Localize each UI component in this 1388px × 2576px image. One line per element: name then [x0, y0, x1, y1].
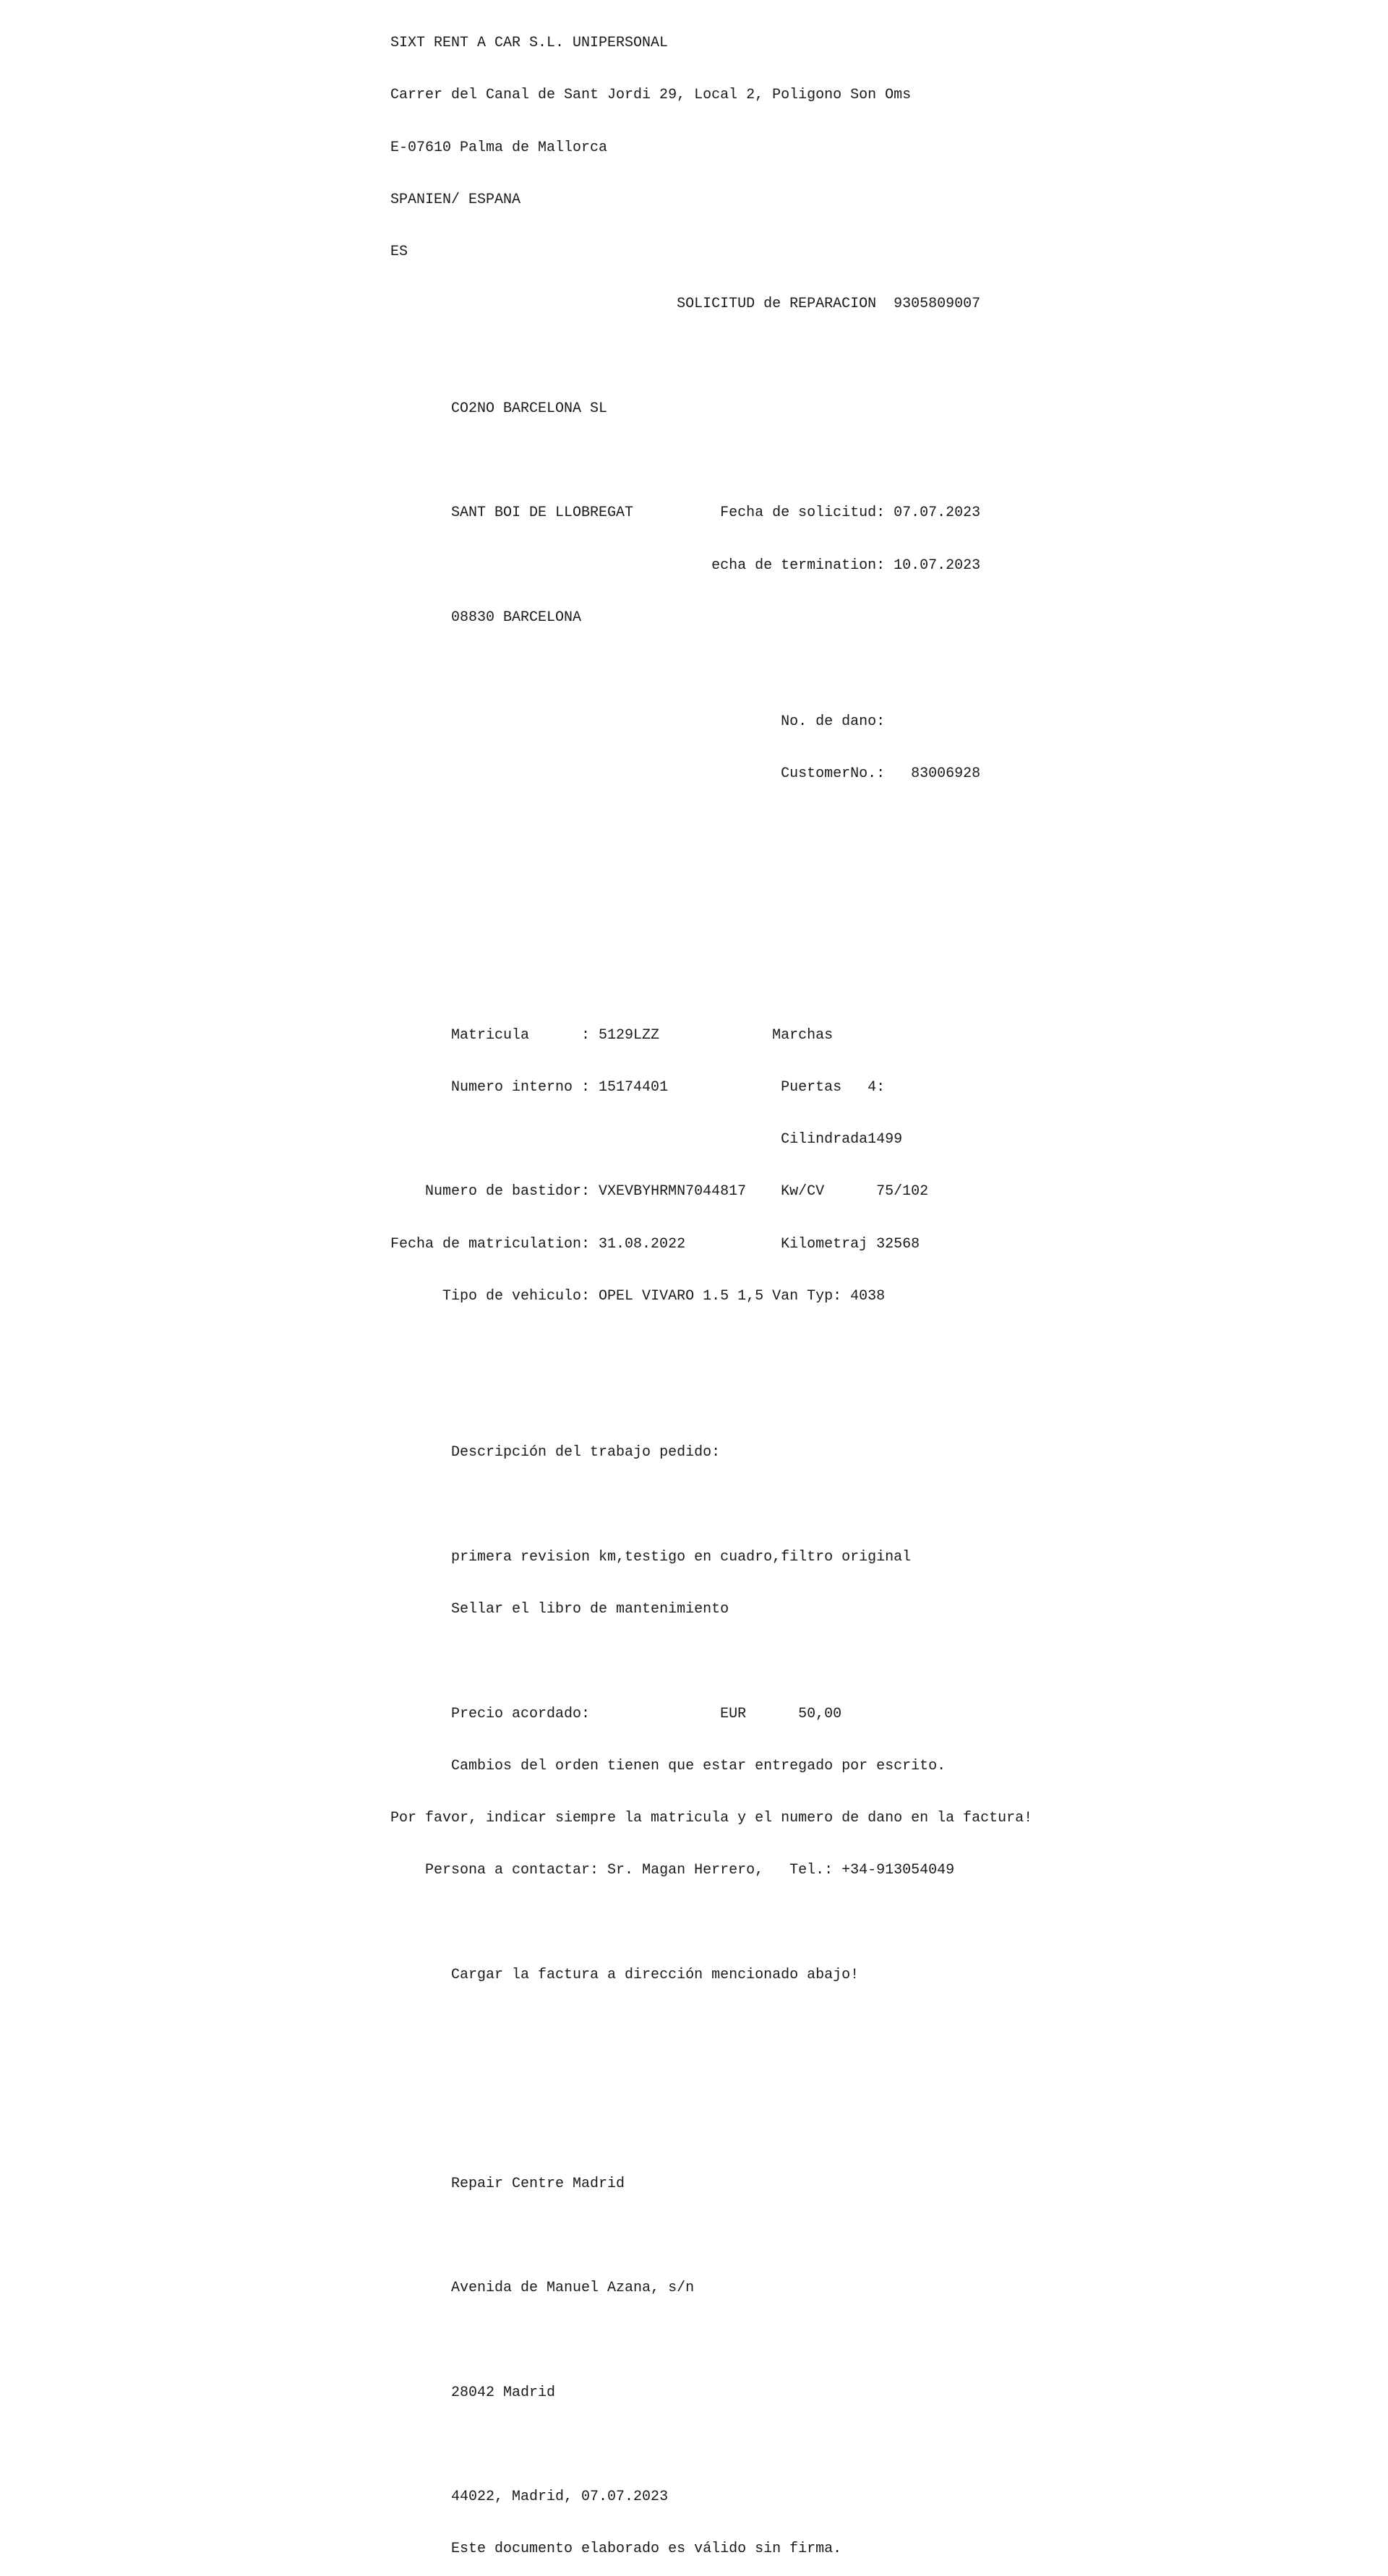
displacement-line: [390, 1131, 1032, 1149]
work-line-1: [390, 1549, 1032, 1566]
vehicle-power: Kw/CV 75/102: [781, 1183, 929, 1201]
blank-line: [390, 818, 1032, 836]
please-note: Por favor, indicar siempre la matricula y el numero de dano en la factura!: [390, 1810, 1033, 1827]
blank-line: [390, 2071, 1032, 2088]
blank-line: [390, 2437, 1032, 2454]
blank-line: [390, 452, 1032, 470]
billing-street: Avenida de Manuel Azana, s/n: [451, 2280, 695, 2297]
blank-line: [390, 922, 1032, 940]
chassis-line: [390, 1183, 1032, 1201]
contact-line: [390, 1862, 1032, 1879]
place-and-date: 44022, Madrid, 07.07.2023: [451, 2489, 669, 2506]
recipient-city-line: [390, 505, 1032, 522]
title-line: [390, 296, 1032, 313]
validity-line: [390, 2541, 1032, 2558]
recipient-name-line: [390, 400, 1032, 418]
customer-number: CustomerNo.: 83006928: [781, 765, 981, 783]
billing-city-line: [390, 2384, 1032, 2402]
invoice-note: Cargar la factura a dirección mencionado abajo!: [451, 1966, 860, 1983]
blank-line: [390, 661, 1032, 679]
request-date: Fecha de solicitud: 07.07.2023: [720, 505, 981, 522]
vehicle-displacement: Cilindrada1499: [781, 1131, 903, 1149]
billing-name: Repair Centre Madrid: [451, 2175, 625, 2192]
vehicle-doors: Puertas 4:: [781, 1078, 886, 1096]
place-date-line: [390, 2489, 1032, 2506]
contact-person: Persona a contactar: Sr. Magan Herrero, Tel.: +34-913054049: [425, 1862, 955, 1879]
plate-line: [390, 1027, 1032, 1044]
vehicle-gears: Marchas: [772, 1026, 834, 1044]
blank-line: [390, 1497, 1032, 1514]
document-title: SOLICITUD de REPARACION 9305809007: [677, 296, 981, 313]
please-line: [390, 1810, 1032, 1827]
internal-no-line: [390, 1079, 1032, 1096]
sender-city: E-07610 Palma de Mallorca: [390, 139, 608, 156]
recipient-name: CO2NO BARCELONA SL: [451, 400, 608, 417]
work-line-2: [390, 1601, 1032, 1618]
billing-name-line: [390, 2176, 1032, 2193]
repair-request-document: [390, 0, 1032, 2576]
vehicle-mileage: Kilometraj 32568: [781, 1235, 920, 1253]
blank-line: [390, 1340, 1032, 1357]
work-heading-line: [390, 1444, 1032, 1461]
sender-country: SPANIEN/ ESPANA: [390, 191, 521, 208]
customer-no-line: [390, 765, 1032, 783]
blank-line: [390, 974, 1032, 992]
vehicle-type-line: [390, 1288, 1032, 1305]
recipient-postal-line: [390, 609, 1032, 627]
sender-country-code: ES: [390, 244, 408, 261]
blank-line: [390, 870, 1032, 888]
sender-street: Carrer del Canal de Sant Jordi 29, Local 2, Poligono Son Oms: [390, 87, 912, 104]
blank-line: [390, 1653, 1032, 1670]
billing-street-line: [390, 2280, 1032, 2297]
vehicle-registration-date: Fecha de matriculation: 31.08.2022: [390, 1235, 686, 1253]
damage-number: No. de dano:: [781, 713, 886, 731]
blank-line: [390, 348, 1032, 366]
recipient-postal: 08830 BARCELONA: [451, 609, 582, 626]
blank-line: [390, 1915, 1032, 1932]
vehicle-chassis: Numero de bastidor: VXEVBYHRMN7044817: [425, 1183, 747, 1201]
blank-line: [390, 1392, 1032, 1409]
changes-note: Cambios del orden tienen que estar entregado por escrito.: [451, 1757, 946, 1774]
blank-line: [390, 2019, 1032, 2036]
agreed-price: Precio acordado: EUR 50,00: [451, 1705, 842, 1722]
damage-no-line: [390, 713, 1032, 731]
blank-line: [390, 2228, 1032, 2245]
blank-line: [390, 2332, 1032, 2349]
vehicle-internal-number: Numero interno : 15174401: [451, 1078, 669, 1096]
billing-city: 28042 Madrid: [451, 2384, 556, 2401]
termination-line: [390, 557, 1032, 575]
invoice-line: [390, 1967, 1032, 1984]
registration-line: [390, 1236, 1032, 1253]
work-description-1: primera revision km,testigo en cuadro,filtro original: [451, 1548, 912, 1566]
recipient-city: SANT BOI DE LLOBREGAT: [451, 505, 634, 522]
work-heading: Descripción del trabajo pedido:: [451, 1444, 721, 1461]
sender-company: SIXT RENT A CAR S.L. UNIPERSONAL: [390, 35, 669, 52]
vehicle-plate: Matricula : 5129LZZ: [451, 1026, 660, 1044]
blank-line: [390, 2124, 1032, 2141]
price-line: [390, 1706, 1032, 1723]
termination-date: echa de termination: 10.07.2023: [711, 557, 981, 574]
vehicle-type: Tipo de vehiculo: OPEL VIVARO 1.5 1,5 Van Typ: 4038: [442, 1287, 886, 1305]
changes-line: [390, 1758, 1032, 1775]
validity-note: Este documento elaborado es válido sin firma.: [451, 2541, 842, 2558]
work-description-2: Sellar el libro de mantenimiento: [451, 1601, 729, 1618]
